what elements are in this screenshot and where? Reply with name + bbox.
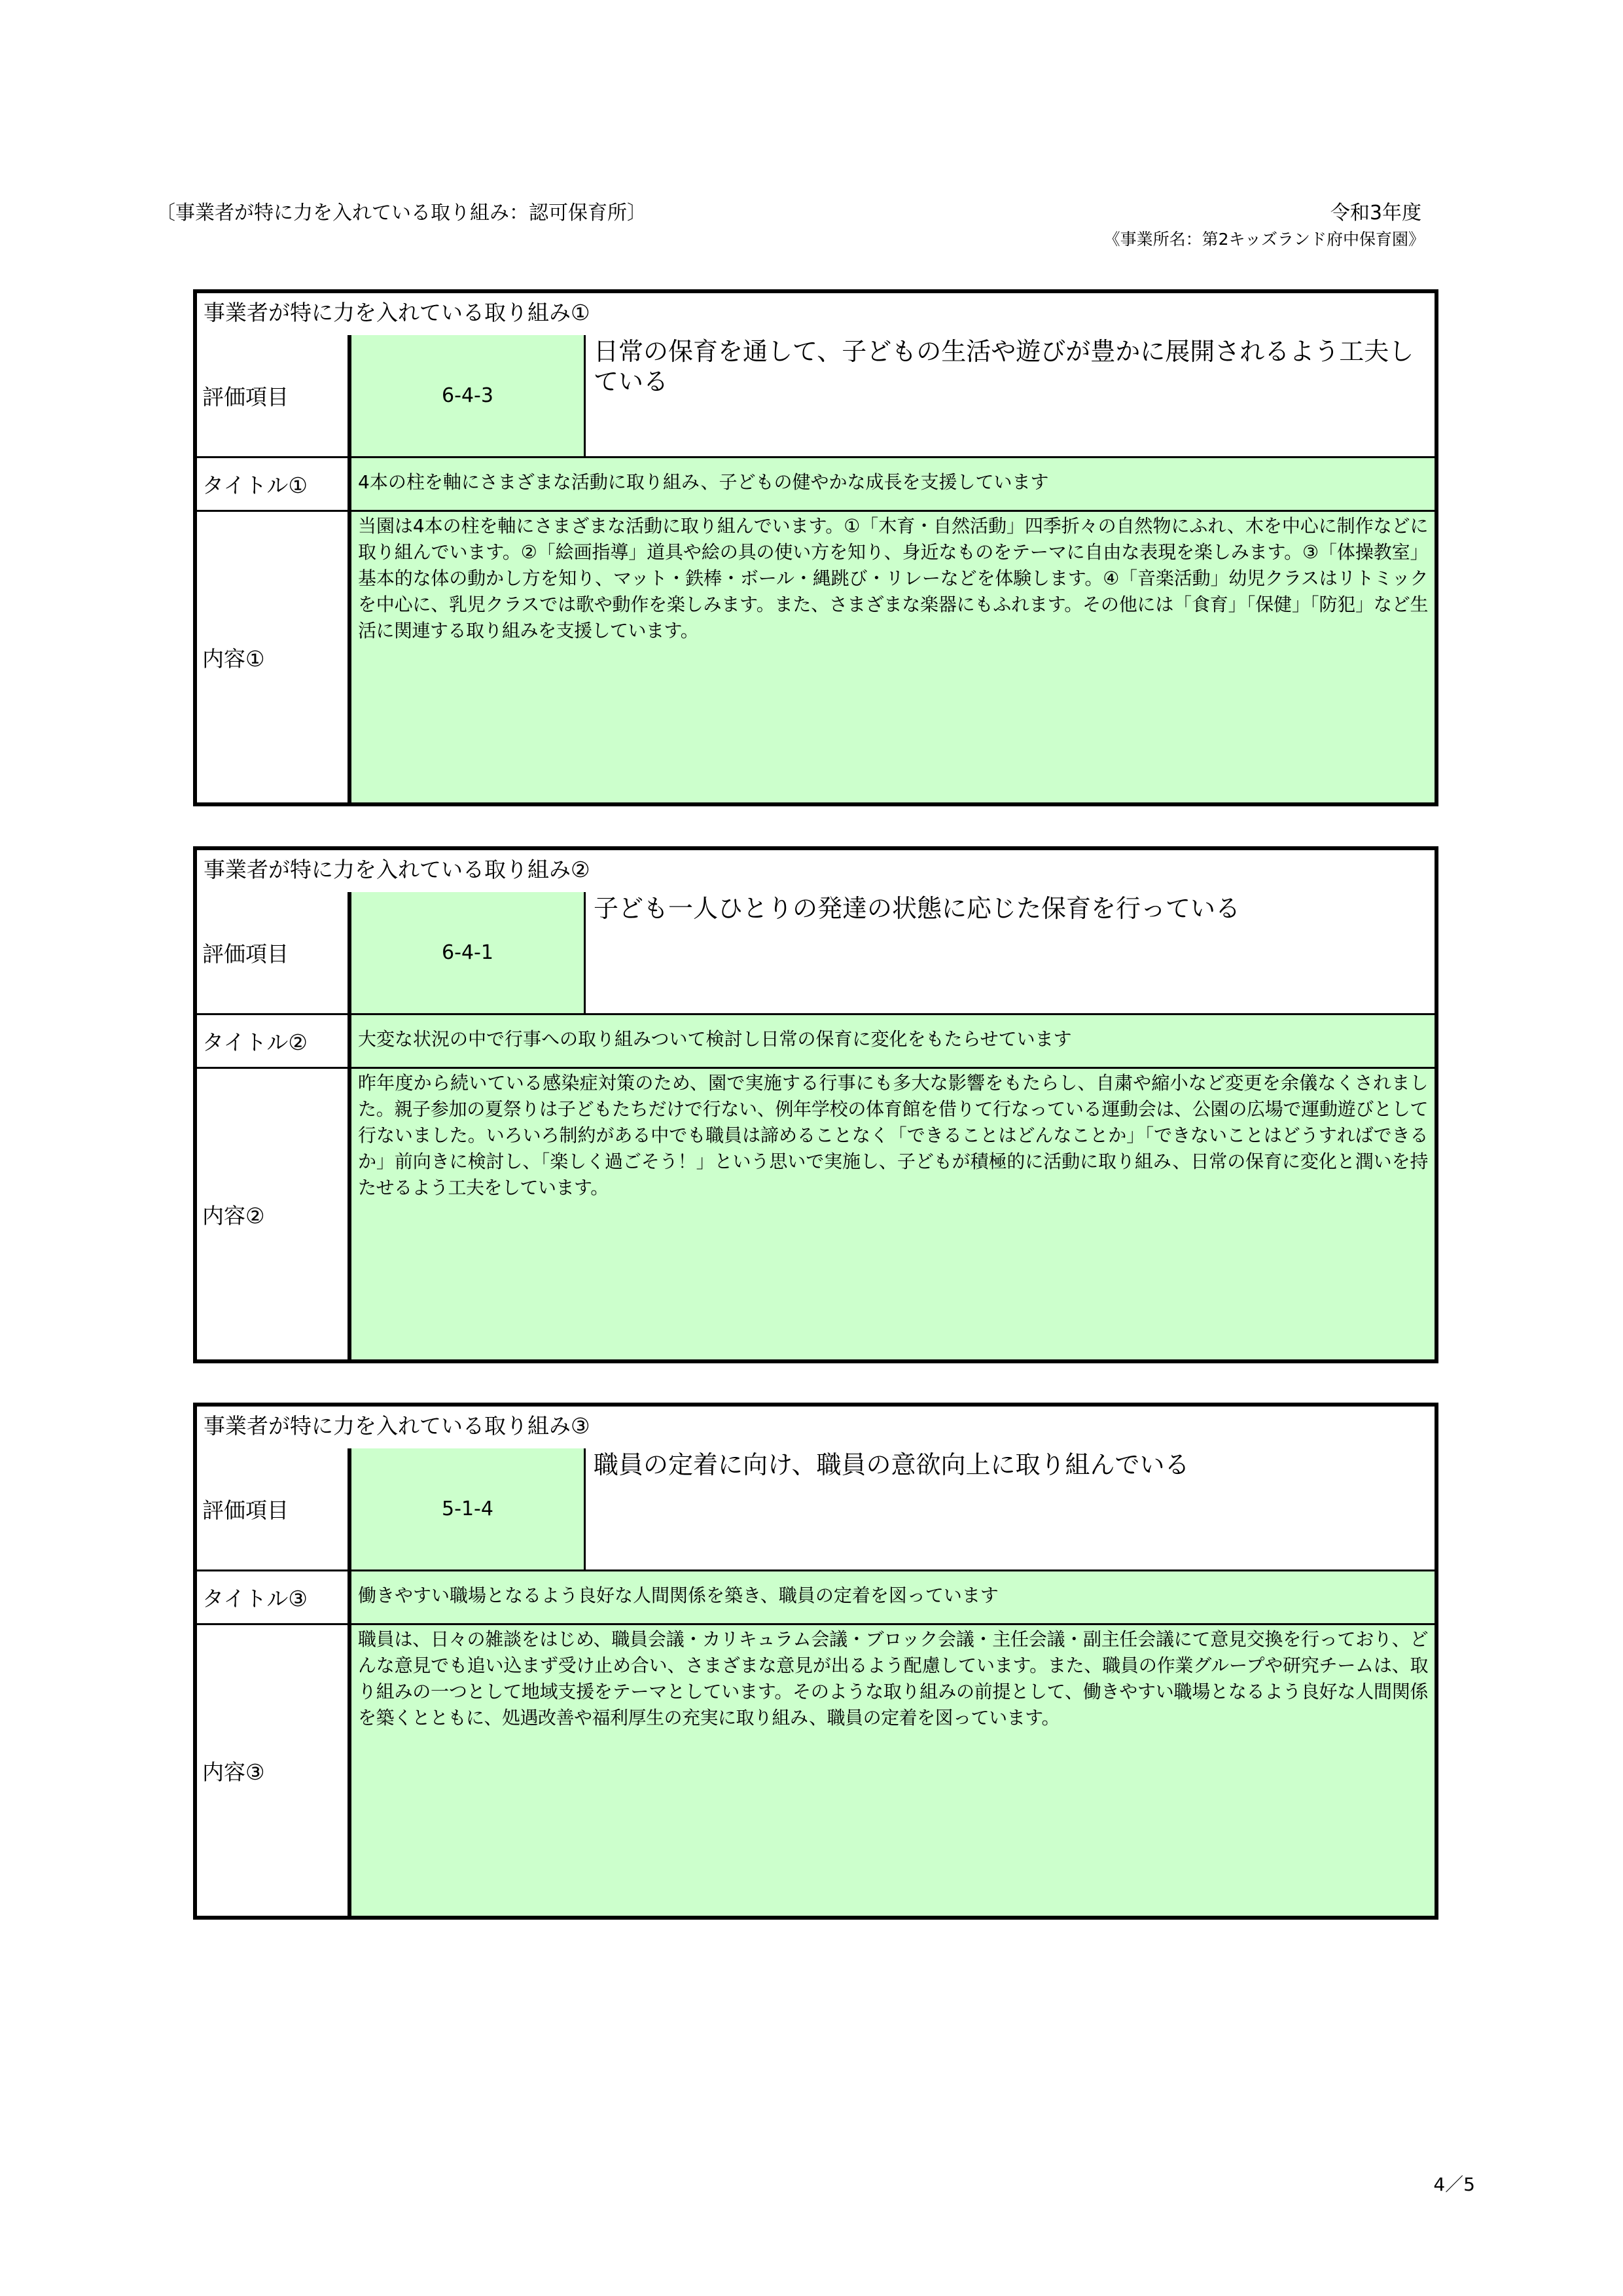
evaluation-code: 6-4-3 (351, 335, 586, 458)
evaluation-item-label: 評価項目 (197, 892, 351, 1015)
title-label: タイトル① (197, 458, 351, 512)
content-label: 内容② (197, 1069, 351, 1359)
initiative-title: 働きやすい職場となるよう良好な人間関係を築き、職員の定着を図っています (351, 1571, 1435, 1625)
evaluation-code: 6-4-1 (351, 892, 586, 1015)
evaluation-description: 職員の定着に向け、職員の意欲向上に取り組んでいる (586, 1448, 1435, 1571)
initiative-heading: 事業者が特に力を入れている取り組み① (197, 293, 1435, 338)
initiative-block-1 (193, 289, 1438, 806)
initiative-block-3 (193, 1403, 1438, 1920)
evaluation-item-label: 評価項目 (197, 1448, 351, 1571)
initiative-content: 昨年度から続いている感染症対策のため、園で実施する行事にも多大な影響をもたらし、自粛や縮小など変更を余儀なくされました。親子参加の夏祭りは子どもたちだけで行ない、例年学校の体育館を借りて行なっている運動会は、公園の広場で運動遊びとして行ないました。いろいろ制約がある中でも職員は諦めることなく「できることはどんなことか」「できないことはどうすればできるか」前向きに検討し、「楽しく過ごそう！」という思いで実施し、子どもが積極的に活動に取り組み、日常の保育に変化と潤いを持たせるよう工夫をしています。 (351, 1069, 1435, 1359)
page-number: 4／5 (1433, 2174, 1475, 2195)
initiative-content: 職員は、日々の雑談をはじめ、職員会議・カリキュラム会議・ブロック会議・主任会議・副主任会議にて意見交換を行っており、どんな意見でも追い込まず受け止め合い、さまざまな意見が出るよう配慮しています。また、職員の作業グループや研究チームは、取り組みの一つとして地域支援をテーマとしています。そのような取り組みの前提として、働きやすい職場となるよう良好な人間関係を築くとともに、処遇改善や福利厚生の充実に取り組み、職員の定着を図っています。 (351, 1625, 1435, 1916)
initiative-block-2 (193, 846, 1438, 1363)
title-label: タイトル② (197, 1015, 351, 1069)
content-label: 内容① (197, 512, 351, 802)
document-heading: 〔事業者が特に力を入れている取り組み：認可保育所〕 (156, 202, 647, 224)
initiative-heading: 事業者が特に力を入れている取り組み③ (197, 1407, 1435, 1451)
initiative-content: 当園は4本の柱を軸にさまざまな活動に取り組んでいます。①「木育・自然活動」四季折々の自然物にふれ、木を中心に制作などに取り組んでいます。②「絵画指導」道具や絵の具の使い方を知り、身近なものをテーマに自由な表現を楽しみます。③「体操教室」基本的な体の動かし方を知り、マット・鉄棒・ボール・縄跳び・リレーなどを体験します。④「音楽活動」幼児クラスはリトミックを中心に、乳児クラスでは歌や動作を楽しみます。また、さまざまな楽器にもふれます。その他には「食育」「保健」「防犯」など生活に関連する取り組みを支援しています。 (351, 512, 1435, 802)
initiative-heading: 事業者が特に力を入れている取り組み② (197, 850, 1435, 895)
evaluation-description: 日常の保育を通して、子どもの生活や遊びが豊かに展開されるよう工夫している (586, 335, 1435, 458)
facility-name: 《事業所名：第2キッズランド府中保育園》 (1103, 230, 1425, 249)
evaluation-item-label: 評価項目 (197, 335, 351, 458)
evaluation-description: 子ども一人ひとりの発達の状態に応じた保育を行っている (586, 892, 1435, 1015)
content-label: 内容③ (197, 1625, 351, 1916)
initiative-title: 4本の柱を軸にさまざまな活動に取り組み、子どもの健やかな成長を支援しています (351, 458, 1435, 512)
evaluation-code: 5-1-4 (351, 1448, 586, 1571)
title-label: タイトル③ (197, 1571, 351, 1625)
fiscal-year: 令和3年度 (1330, 202, 1421, 224)
initiative-title: 大変な状況の中で行事への取り組みついて検討し日常の保育に変化をもたらせています (351, 1015, 1435, 1069)
